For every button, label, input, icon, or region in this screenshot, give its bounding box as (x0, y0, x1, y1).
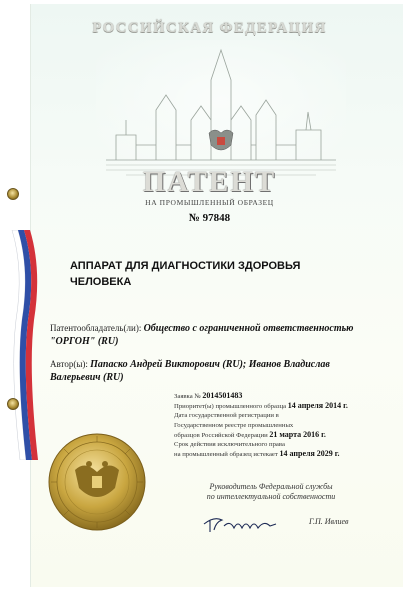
owner-value-line-1: Общество с ограниченной ответственностью (143, 323, 354, 334)
expiry-date: 14 апреля 2029 г. (279, 449, 340, 459)
signatory-title (196, 482, 346, 502)
document-type-heading: ПАТЕНТ (142, 166, 277, 198)
expiry-line-2: на промышленный образец истекает (174, 451, 278, 459)
registration-line-3: образцов Российской Федерации (174, 431, 268, 439)
owner-value-line-2: "ОРГОН" (RU) (50, 336, 119, 347)
double-headed-eagle-seal-icon (47, 432, 147, 532)
document-subtitle: НА ПРОМЫШЛЕННЫЙ ОБРАЗЕЦ (145, 198, 274, 207)
invention-title (70, 258, 370, 290)
binding-hole-bottom-icon (7, 398, 19, 410)
signatory-name: Г.П. Ивлиев (309, 517, 349, 526)
registration-line-1: Дата государственной регистрации в (174, 412, 279, 420)
patent-number: № 97848 (188, 212, 231, 224)
patent-authors (50, 358, 370, 384)
registration-date: 21 марта 2016 г. (269, 429, 326, 439)
priority-label: Приоритет(ы) промышленного образца (174, 403, 287, 411)
author-value-line-1: Папаско Андрей Викторович (RU); Иванов Владислав (90, 359, 330, 370)
country-header: РОССИЙСКАЯ ФЕДЕРАЦИЯ (92, 20, 327, 36)
invention-title-line-2: ЧЕЛОВЕКА (70, 276, 132, 288)
author-value-line-2: Валерьевич (RU) (50, 372, 124, 383)
application-number: 2014501483 (202, 391, 243, 400)
signatory-title-line-1: Руководитель Федеральной службы (209, 482, 333, 491)
owner-label: Патентообладатель(ли): (50, 323, 142, 333)
priority-date: 14 апреля 2014 г. (287, 401, 348, 411)
signatory-title-line-2: по интеллектуальной собственности (206, 492, 336, 501)
patent-owner (50, 322, 370, 348)
handwritten-signature-icon (200, 510, 280, 536)
tricolor-ribbon-icon (2, 230, 42, 460)
registration-line-2: Государственном реестре промышленных (174, 421, 294, 429)
application-label: Заявка № (174, 393, 201, 400)
invention-title-line-1: АППАРАТ ДЛЯ ДИАГНОСТИКИ ЗДОРОВЬЯ (70, 260, 301, 272)
author-label: Автор(ы): (50, 359, 88, 369)
expiry-line-1: Срок действия исключительного права (174, 441, 285, 449)
registration-details (174, 391, 374, 459)
